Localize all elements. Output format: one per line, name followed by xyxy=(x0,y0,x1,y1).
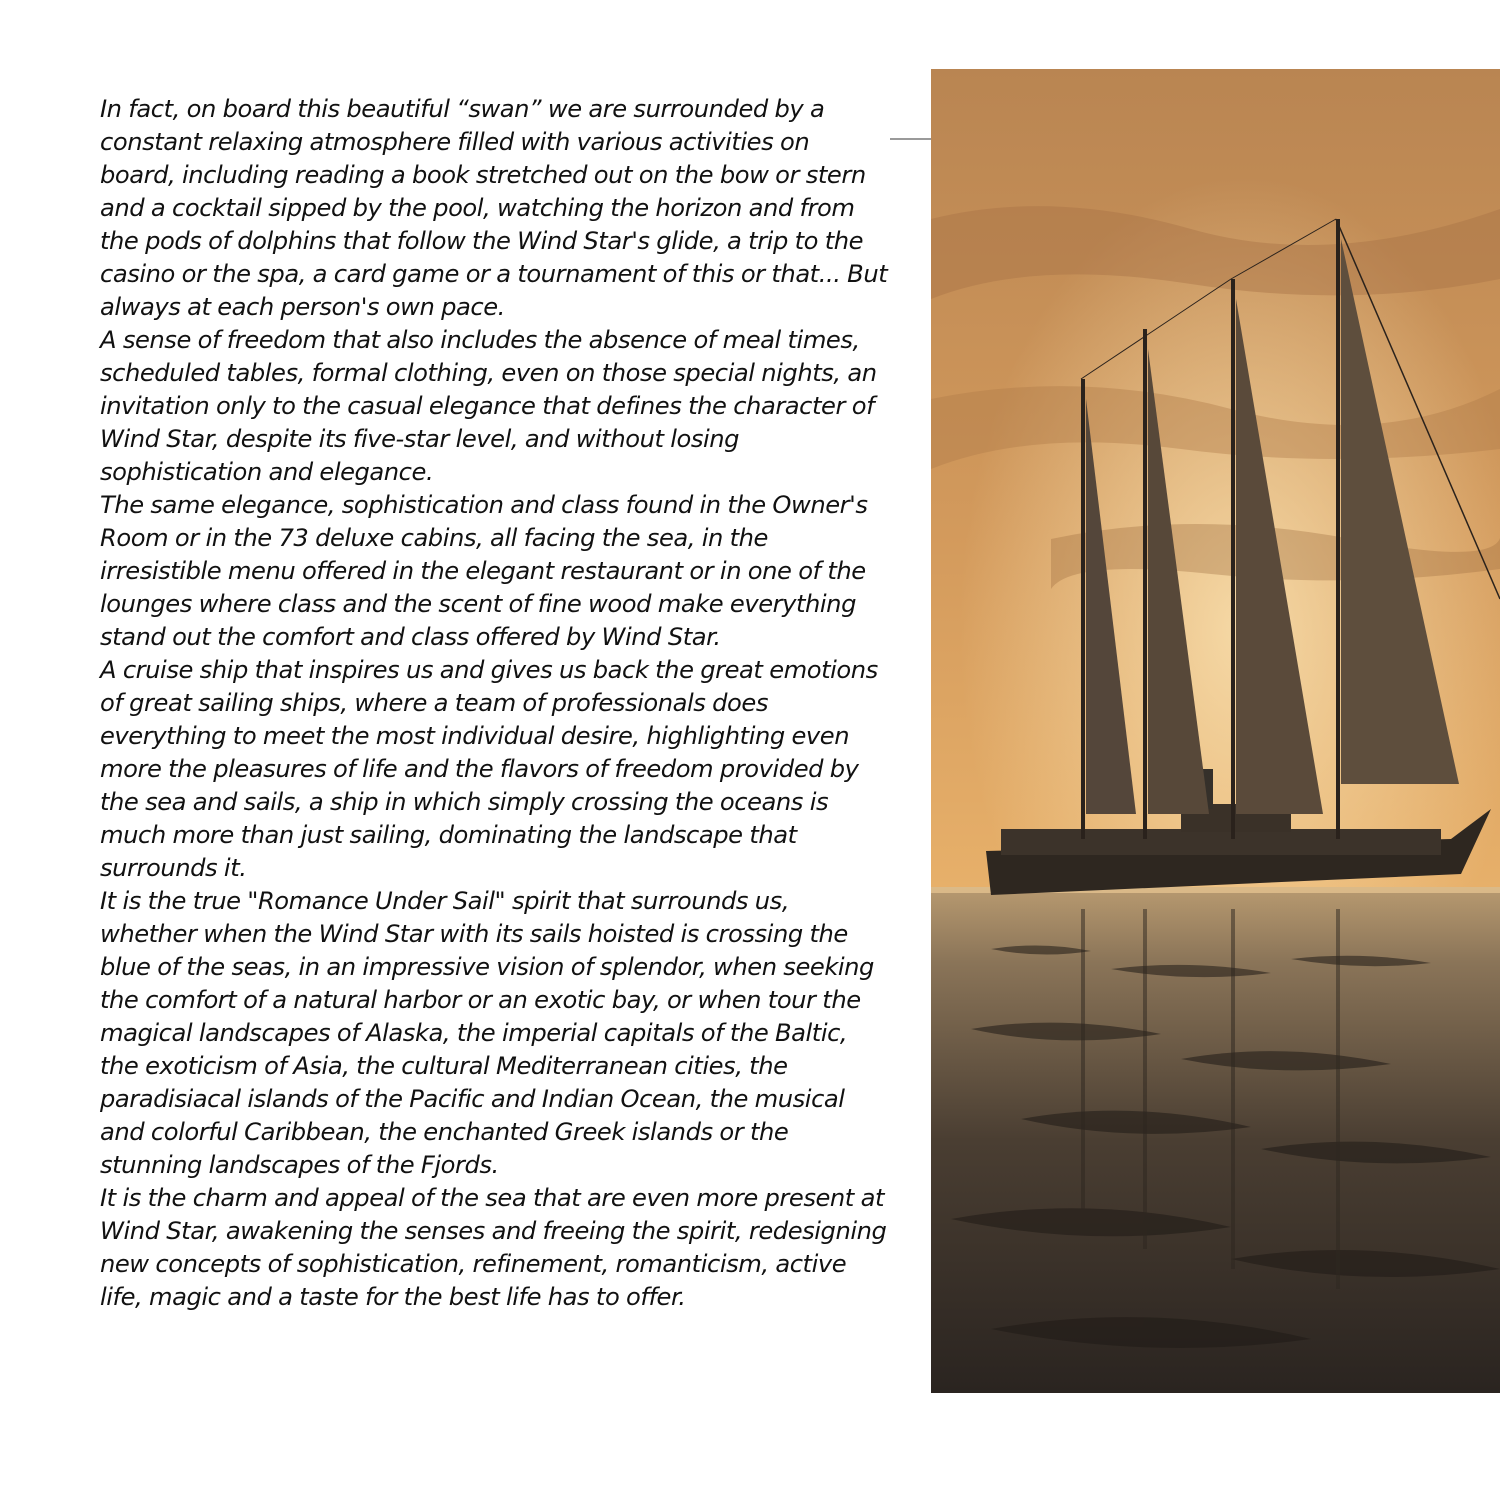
article-text xyxy=(100,93,890,1314)
paragraph-great-sailing-ships: A cruise ship that inspires us and gives us back the great emotions of great sailing ships, where a team of professionals does everything to meet the most individual desire, highlighting even more the pleasures of life and the flavors of freedom provided by the sea and sails, a ship in which simply crossing the oceans is much more than just sailing, dominating the landscape that surrounds it. xyxy=(100,656,878,882)
paragraph-charm-of-the-sea: It is the charm and appeal of the sea that are even more present at Wind Star, awakening the senses and freeing the spirit, redesigning new concepts of sophistication, refinement, romanticism, active life, magic and a taste for the best life has to offer. xyxy=(100,1184,887,1311)
paragraph-elegance-cabins: The same elegance, sophistication and class found in the Owner's Room or in the 73 deluxe cabins, all facing the sea, in the irresistible menu offered in the elegant restaurant or in one of the lounges where class and the scent of fine wood make everything stand out the comfort and class offered by Wind Star. xyxy=(100,491,868,651)
paragraph-sense-of-freedom: A sense of freedom that also includes the absence of meal times, scheduled tables, formal clothing, even on those special nights, an invitation only to the casual elegance that defines the character of Wind Star, despite its five-star level, and without losing sophistication and elegance. xyxy=(100,326,877,486)
paragraph-romance-under-sail: It is the true "Romance Under Sail" spirit that surrounds us, whether when the Wind Star with its sails hoisted is crossing the blue of the seas, in an impressive vision of splendor, when seeking the comfort of a natural harbor or an exotic bay, or when tour the magical landscapes of Alaska, the imperial capitals of the Baltic, the exoticism of Asia, the cultural Mediterranean cities, the paradisiacal islands of the Pacific and Indian Ocean, the musical and colorful Caribbean, the enchanted Greek islands or the stunning landscapes of the Fjords. xyxy=(100,887,874,1179)
decorative-rule xyxy=(890,138,931,140)
paragraph-onboard-atmosphere: In fact, on board this beautiful “swan” we are surrounded by a constant relaxing atmosphere filled with various activities on board, including reading a book stretched out on the bow or stern and a cocktail sipped by the pool, watching the horizon and from the pods of dolphins that follow the Wind Star's glide, a trip to the casino or the spa, a card game or a tournament of this or that... But always at each person's own pace. xyxy=(100,95,888,321)
sailing-ship-illustration xyxy=(931,69,1500,1393)
sailing-ship-photo xyxy=(931,69,1500,1393)
